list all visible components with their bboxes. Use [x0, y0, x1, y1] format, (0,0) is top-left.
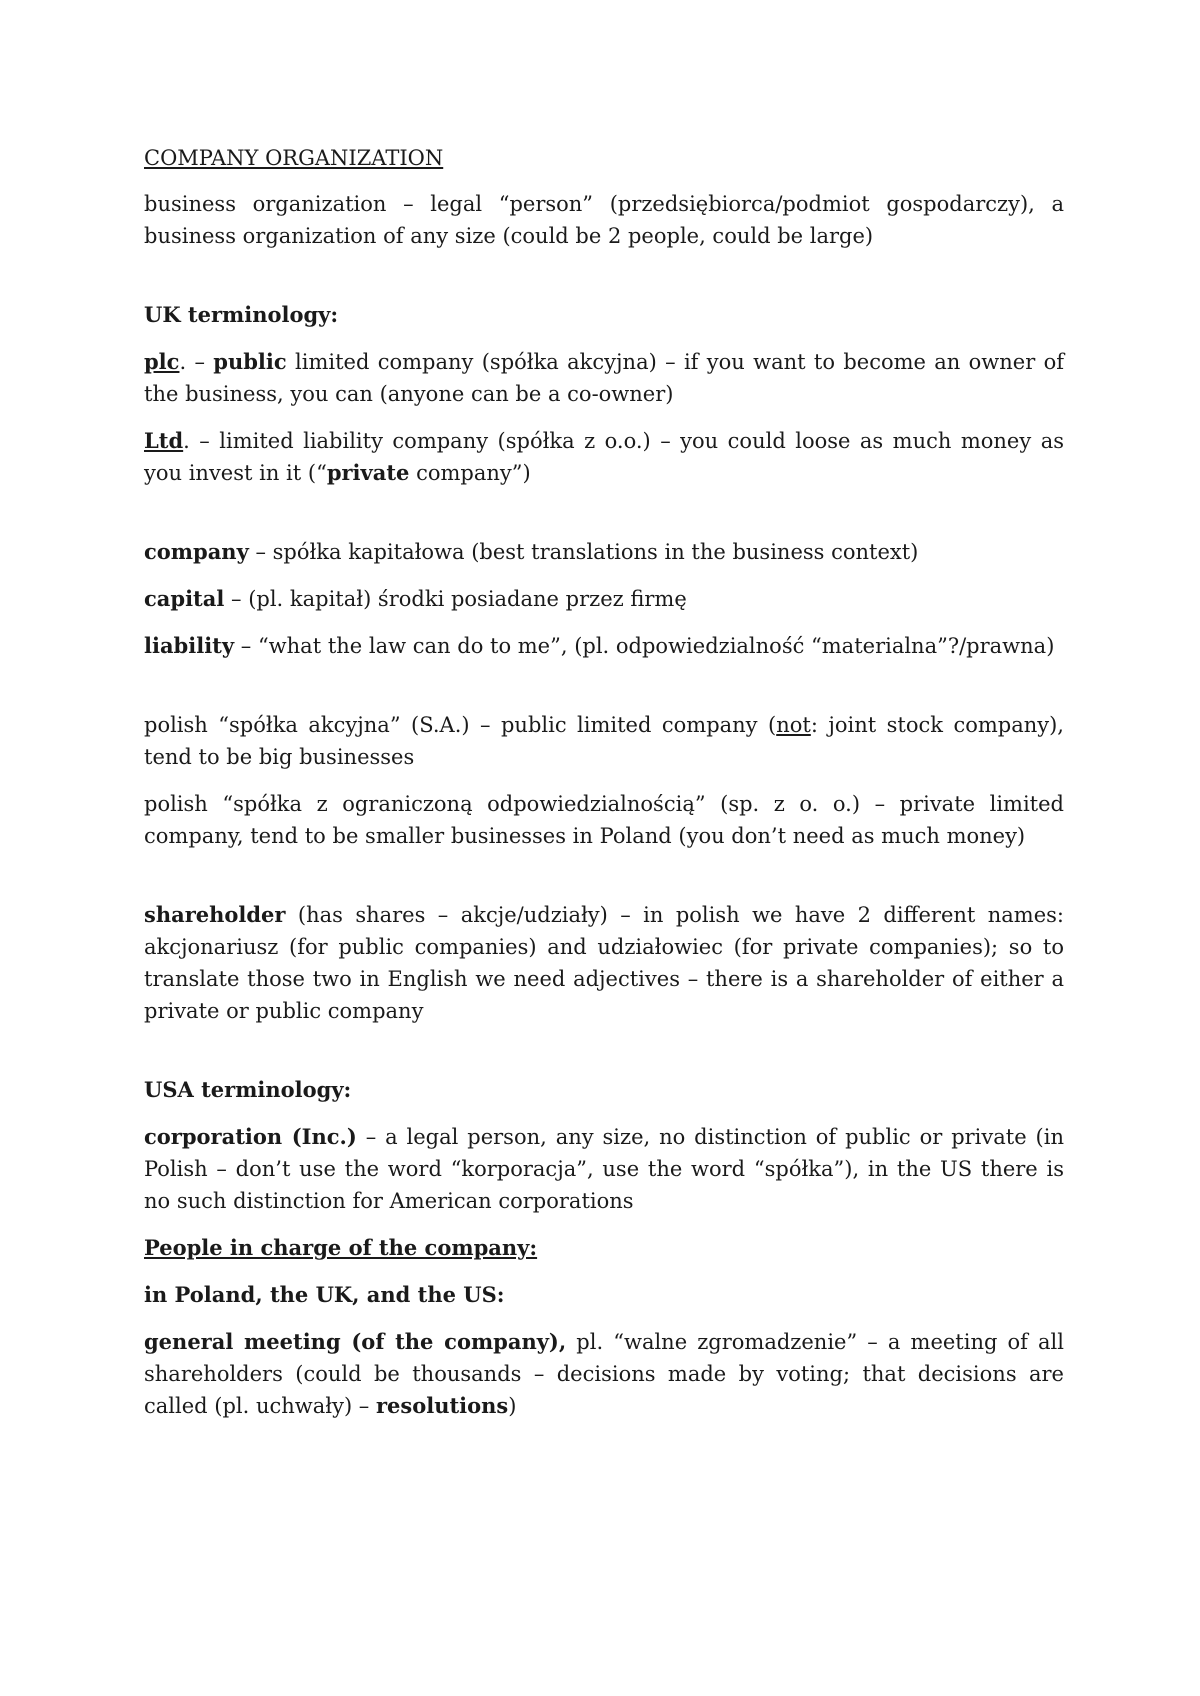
liability-text: – “what the law can do to me”, (pl. odpowiedzialność “materialna”?/prawna): [234, 634, 1055, 658]
corporation-text: – a legal person, any size, no distinction of public or private (in Polish – don’t use the word “korporacja”, use the word “spółka”), in the US there is no such distinction for American corporations: [144, 1125, 1064, 1213]
ltd-paragraph: [144, 425, 1064, 489]
intro-paragraph: [144, 188, 1064, 252]
intro-text: – legal “person” (przedsiębiorca/podmiot gospodarczy), a business organization of any size (could be 2 people, could be large): [144, 192, 1064, 248]
company-term: company: [144, 539, 249, 564]
document-title: COMPANY ORGANIZATION: [144, 146, 444, 170]
plc-abbr: plc: [144, 349, 180, 374]
people-heading-text: People in charge of the company:: [144, 1235, 538, 1260]
general-meeting-resolutions: resolutions: [375, 1393, 509, 1418]
general-meeting-term: general meeting (of the company),: [144, 1329, 567, 1354]
company-paragraph: [144, 536, 1064, 568]
spzoo-text: polish “spółka z ograniczoną odpowiedzialnością” (sp. z o. o.) – private limited company, tend to be smaller businesses in Poland (you don’t need as much money): [144, 792, 1064, 848]
sa-paragraph: [144, 709, 1064, 773]
intro-term: business organization: [144, 192, 387, 216]
capital-text: – (pl. kapitał) środki posiadane przez firmę: [224, 587, 687, 611]
plc-sep: . –: [179, 350, 214, 374]
people-heading: [144, 1232, 1064, 1264]
ltd-abbr: Ltd: [144, 428, 184, 453]
sa-not: not: [776, 713, 811, 737]
shareholder-term: shareholder: [144, 902, 286, 927]
capital-paragraph: [144, 583, 1064, 615]
plc-text: limited company (spółka akcyjna) – if you want to become an owner of the business, you can (anyone can be a co-owner): [144, 350, 1065, 406]
usa-heading-text: USA terminology:: [144, 1077, 352, 1102]
general-meeting-end: ): [508, 1394, 517, 1418]
spzoo-paragraph: [144, 788, 1064, 852]
document-body: [144, 142, 1064, 1437]
countries-heading-text: in Poland, the UK, and the US:: [144, 1282, 505, 1307]
countries-heading: [144, 1279, 1064, 1311]
usa-heading: [144, 1074, 1064, 1106]
liability-paragraph: [144, 630, 1064, 662]
ltd-private: private: [326, 460, 410, 485]
sa-text1: polish “spółka akcyjna” (S.A.) – public limited company (: [144, 713, 777, 737]
liability-term: liability: [144, 633, 235, 658]
uk-heading: [144, 299, 1064, 331]
company-text: – spółka kapitałowa (best translations in the business context): [248, 540, 919, 564]
uk-heading-text: UK terminology:: [144, 302, 339, 327]
plc-paragraph: [144, 346, 1064, 410]
shareholder-text: (has shares – akcje/udziały) – in polish we have 2 different names: akcjonariusz (for public companies) and udziałowiec (for private companies); so to translate those two in English we need adjectives – there is a shareholder of either a private or public company: [144, 903, 1064, 1023]
general-meeting-text: pl. “walne zgromadzenie” – a meeting of all shareholders (could be thousands – decisions made by voting; that decisions are called (pl. uchwały) –: [144, 1330, 1064, 1418]
capital-term: capital: [144, 586, 225, 611]
general-meeting-paragraph: [144, 1326, 1064, 1422]
shareholder-paragraph: [144, 899, 1064, 1027]
ltd-text2: company”): [409, 461, 531, 485]
corporation-term: corporation (Inc.): [144, 1124, 357, 1149]
corporation-paragraph: [144, 1121, 1064, 1217]
plc-public: public: [213, 349, 287, 374]
ltd-text1: . – limited liability company (spółka z o.o.) – you could loose as much money as you invest in it (“: [144, 429, 1064, 485]
sa-text2: : joint stock company), tend to be big businesses: [144, 713, 1064, 769]
